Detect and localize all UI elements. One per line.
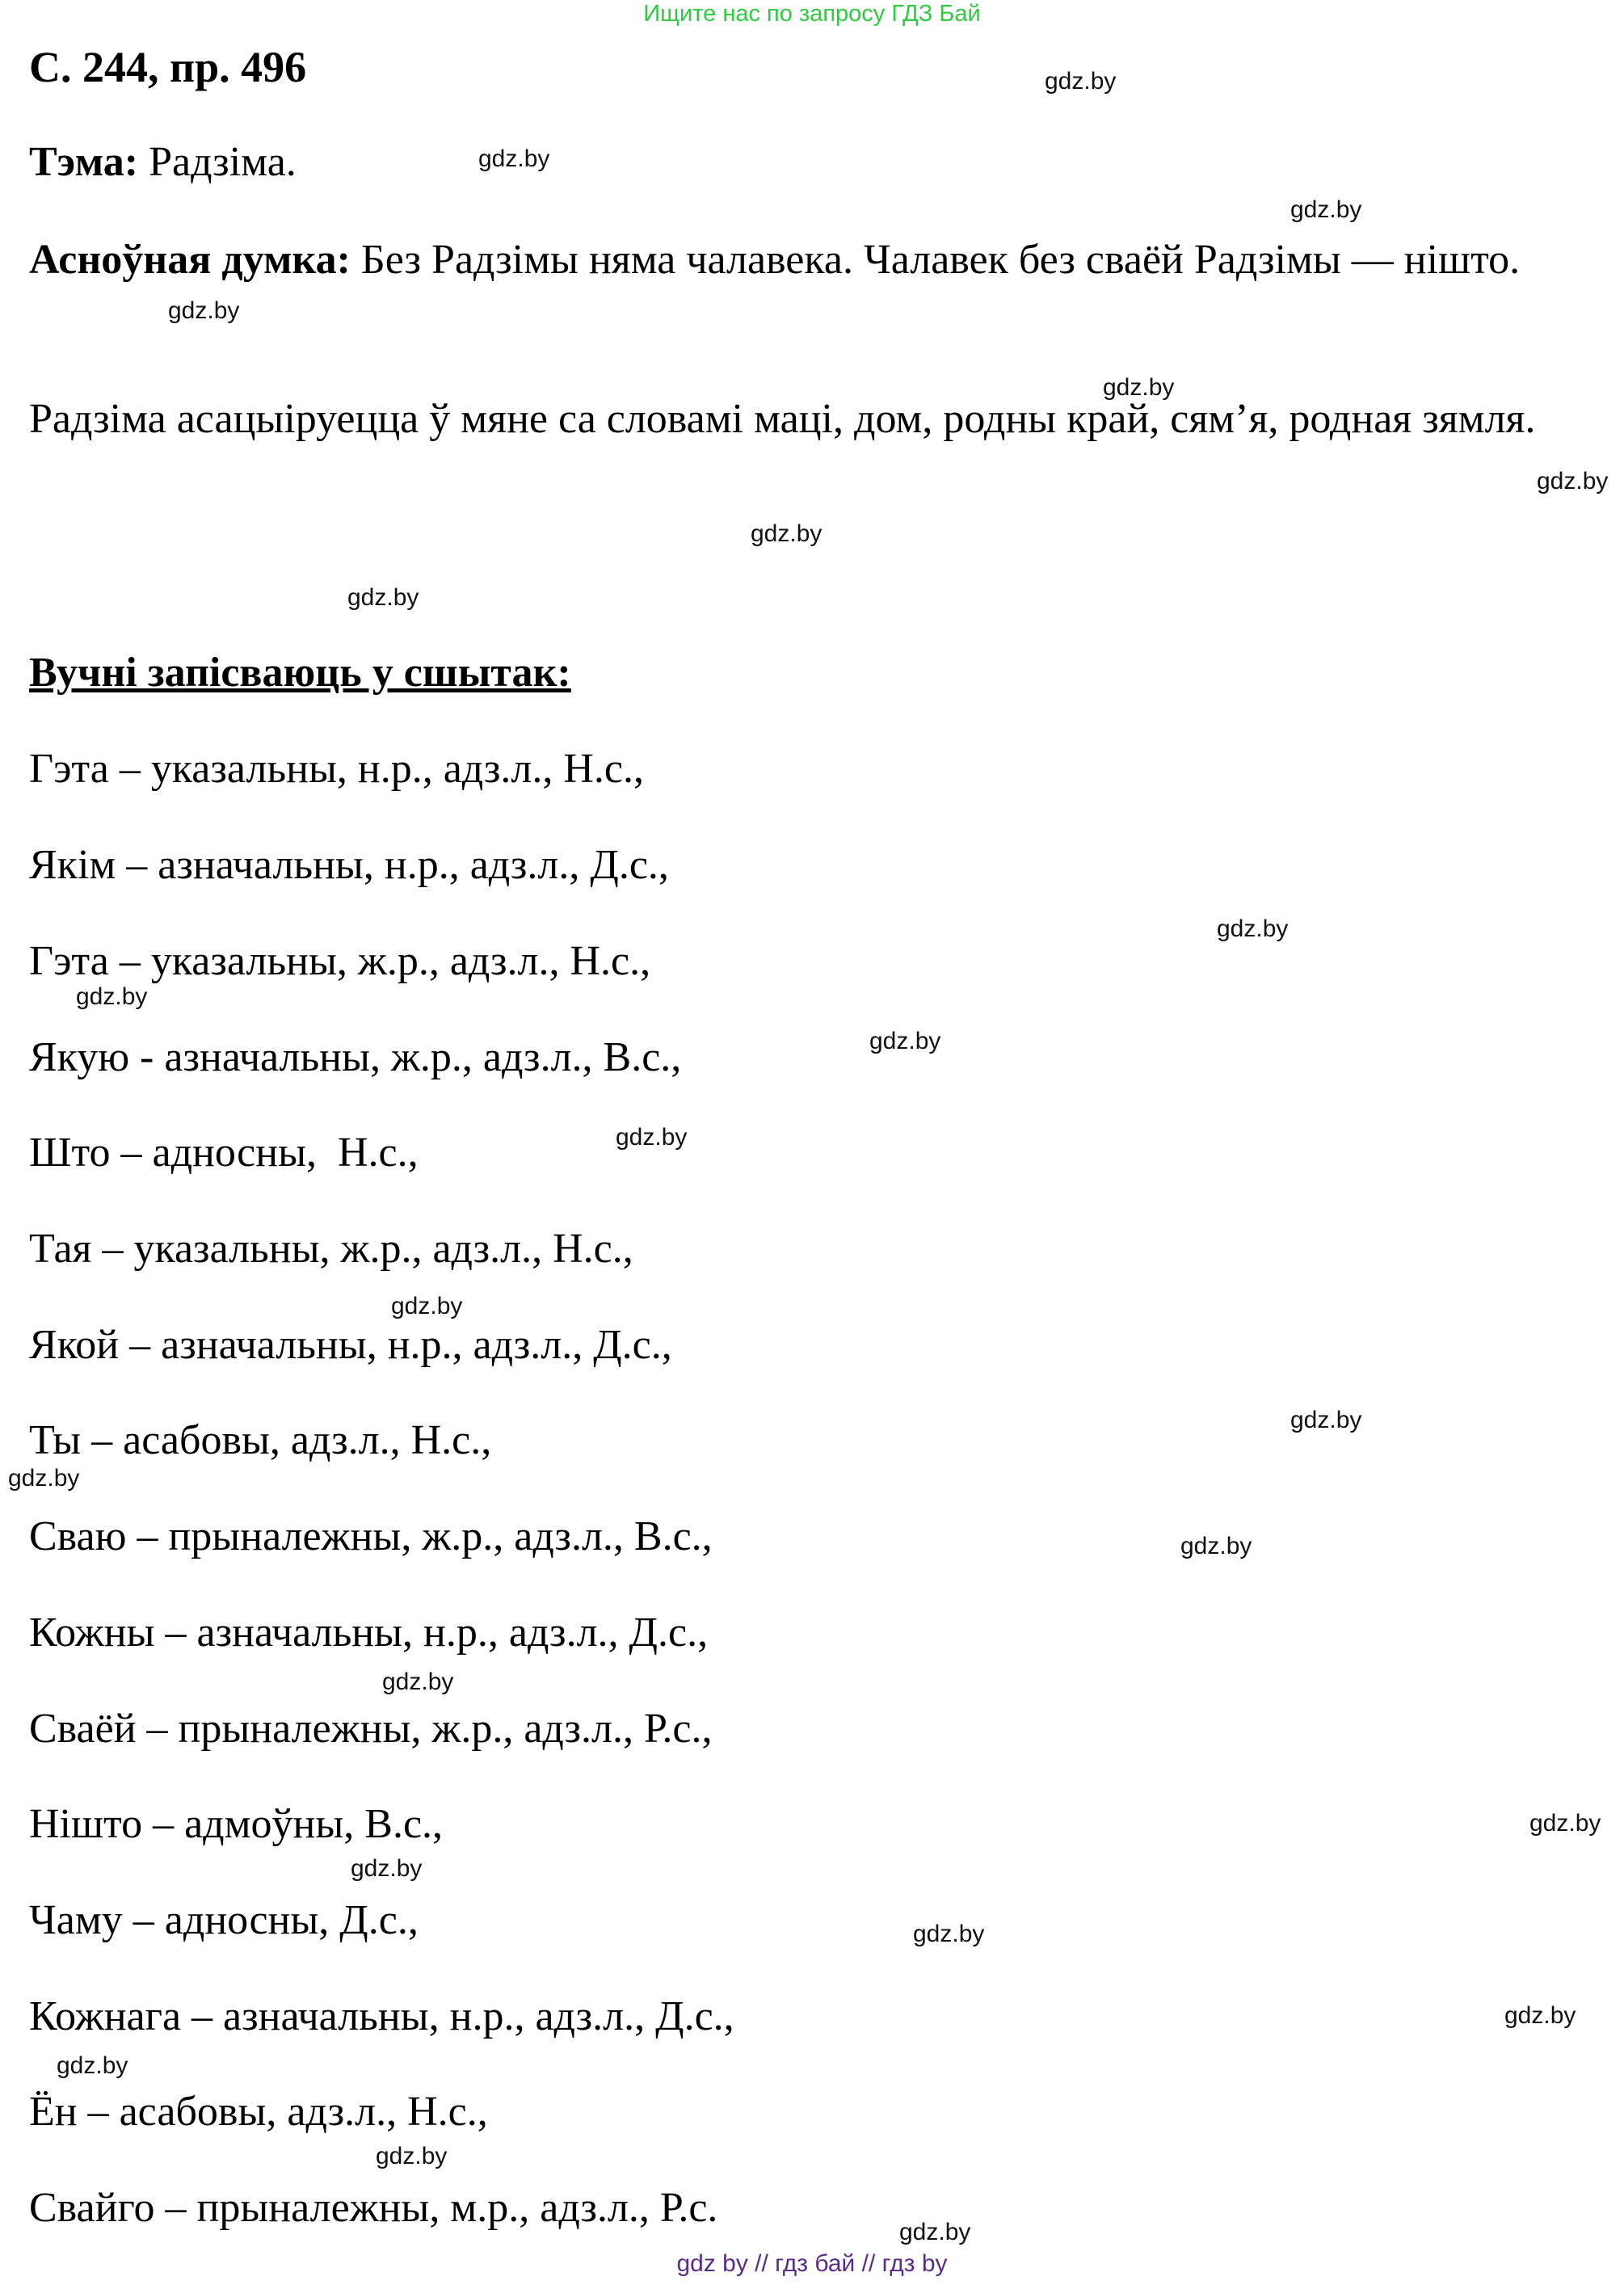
- watermark: gdz.by: [351, 1855, 423, 1882]
- answer-line: Якой – азначальны, н.р., адз.л., Д.с.,: [29, 1322, 672, 1368]
- watermark: gdz.by: [1529, 1810, 1601, 1837]
- answer-line: Тая – указальны, ж.р., адз.л., Н.с.,: [29, 1226, 633, 1272]
- watermark: gdz.by: [1504, 2002, 1576, 2029]
- watermark: gdz.by: [376, 2143, 448, 2169]
- association-paragraph: Радзіма асацыіруецца ў мяне са словамі маці, дом, родны край, сям’я, родная зямля.: [29, 396, 1536, 442]
- watermark: gdz.by: [347, 584, 419, 611]
- theme-label: Тэма:: [29, 139, 139, 185]
- answer-line: Сваёй – прыналежны, ж.р., адз.л., Р.с.,: [29, 1706, 713, 1752]
- main-idea-paragraph: [29, 229, 1605, 292]
- main-idea-text: Без Радзімы няма чалавека. Чалавек без сваёй Радзімы — нішто.: [350, 237, 1521, 283]
- watermark: gdz.by: [478, 145, 550, 172]
- answer-line: Кожны – азначальны, н.р., адз.л., Д.с.,: [29, 1610, 709, 1656]
- top-banner[interactable]: Ищите нас по запросу ГДЗ Бай: [643, 1, 981, 27]
- watermark: gdz.by: [1103, 374, 1175, 401]
- watermark: gdz.by: [168, 297, 240, 324]
- watermark: gdz.by: [1290, 1407, 1362, 1433]
- footer-links[interactable]: gdz by // гдз бай // гдз by: [676, 2250, 948, 2277]
- watermark: gdz.by: [616, 1124, 688, 1151]
- watermark: gdz.by: [913, 1921, 985, 1947]
- watermark: gdz.by: [751, 520, 823, 547]
- answer-line: Сваю – прыналежны, ж.р., адз.л., В.с.,: [29, 1513, 713, 1559]
- answer-line: Якім – азначальны, н.р., адз.л., Д.с.,: [29, 842, 669, 888]
- answer-line: Гэта – указальны, н.р., адз.л., Н.с.,: [29, 746, 645, 792]
- answer-line: Гэта – указальны, ж.р., адз.л., Н.с.,: [29, 938, 651, 984]
- watermark: gdz.by: [8, 1465, 80, 1492]
- answer-line: Свайго – прыналежны, м.р., адз.л., Р.с.: [29, 2185, 718, 2231]
- answer-line: Кожнага – азначальны, н.р., адз.л., Д.с.,: [29, 1993, 734, 2039]
- watermark: gdz.by: [382, 1669, 454, 1695]
- answer-line: Нішто – адмоўны, В.с.,: [29, 1801, 444, 1847]
- answer-line: Якую - азначальны, ж.р., адз.л., В.с.,: [29, 1034, 682, 1080]
- watermark: gdz.by: [1217, 915, 1289, 942]
- watermark: gdz.by: [1045, 68, 1117, 95]
- watermark: gdz.by: [57, 2052, 128, 2079]
- answer-line: Чаму – адносны, Д.с.,: [29, 1897, 419, 1943]
- section-title: Вучні запісваюць у сшытак:: [29, 650, 571, 696]
- theme-paragraph: [29, 131, 1605, 194]
- answer-line: Ён – асабовы, адз.л., Н.с.,: [29, 2089, 488, 2135]
- watermark: gdz.by: [76, 983, 148, 1010]
- theme-text: Радзіма.: [138, 139, 297, 185]
- answer-line: Што – адносны, Н.с.,: [29, 1130, 419, 1176]
- watermark: gdz.by: [869, 1028, 941, 1054]
- main-idea-label: Асноўная думка:: [29, 237, 351, 283]
- watermark: gdz.by: [391, 1293, 463, 1319]
- answer-line: Ты – асабовы, адз.л., Н.с.,: [29, 1417, 492, 1463]
- watermark: gdz.by: [1537, 468, 1609, 494]
- watermark: gdz.by: [1180, 1533, 1252, 1559]
- page-heading: С. 244, пр. 496: [29, 43, 307, 91]
- watermark: gdz.by: [1290, 196, 1362, 223]
- watermark: gdz.by: [899, 2219, 971, 2245]
